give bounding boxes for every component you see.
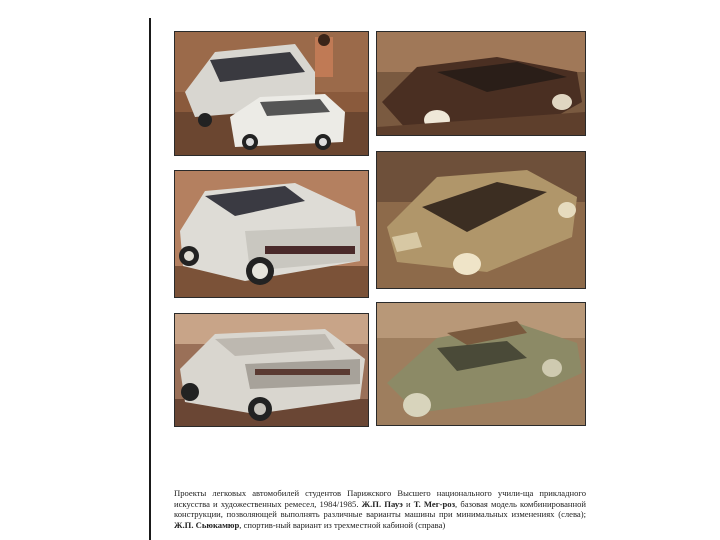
caption-author-1: Ж.П. Пауэ [361,498,403,509]
photo-olive-sport-car-model [376,302,586,426]
photo-dark-coupe-model [376,31,586,136]
caption-text-2: , базовая модель комбинированной конструкции, позволяющей выполнять различные варианты машины при минимальных изменениях (слева); [174,498,586,520]
caption-text-3: , спортив-ный вариант из трехместной кабиной (справа) [239,519,446,530]
photo-tan-pod-car-model [376,151,586,289]
figure-caption [174,488,586,530]
caption-text-1: Проекты легковых автомобилей студентов Парижского Высшего национального учили-ща прикладного искусства и художественных ремесел, 1984/1985. [174,488,586,509]
caption-conjunction: и [402,498,414,509]
caption-author-2: Т. Мег-роз [413,498,456,509]
margin-rule [149,18,151,540]
photo-white-wedge-car-model [174,313,369,427]
photo-white-boxy-car-front [174,170,369,298]
caption-author-3: Ж.П. Сьюкамюр [174,519,240,530]
photo-white-hatchback-models [174,31,369,156]
